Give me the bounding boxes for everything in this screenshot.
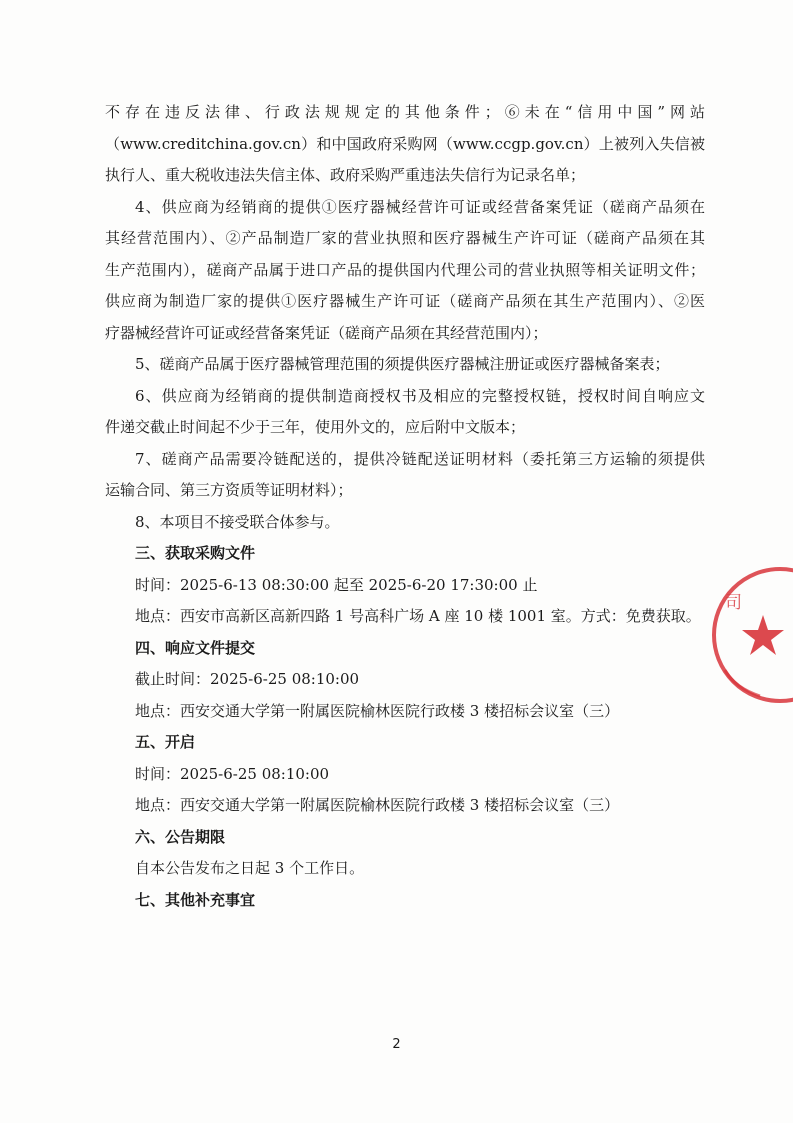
section-heading: 四、响应文件提交 xyxy=(135,638,256,657)
text-line: 不存在违反法律、行政法规规定的其他条件；⑥未在“信用中国”网站 xyxy=(105,103,705,121)
text-line: 7、磋商产品需要冷链配送的，提供冷链配送证明材料（委托第三方运输的须提供 xyxy=(135,449,705,468)
text-line: 地点：西安市高新区高新四路 1 号高科广场 A 座 10 楼 1001 室。方式：免费获取。 xyxy=(135,607,701,625)
page-number: 2 xyxy=(392,1037,401,1052)
text-line: 8、本项目不接受联合体参与。 xyxy=(135,512,340,531)
text-line: 生产范围内），磋商产品属于进口产品的提供国内代理公司的营业执照等相关证明文件； xyxy=(105,260,705,279)
section-heading: 三、获取采购文件 xyxy=(135,544,256,562)
text-line: 时间：2025-6-25 08:10:00 xyxy=(135,764,330,783)
text-line: 疗器械经营许可证或经营备案凭证（磋商产品须在其经营范围内）； xyxy=(105,323,548,342)
text-line: 4、供应商为经销商的提供①医疗器械经营许可证或经营备案凭证（磋商产品须在 xyxy=(135,197,705,216)
text-line: 执行人、重大税收违法失信主体、政府采购严重违法失信行为记录名单； xyxy=(105,166,586,184)
text-line: 运输合同、第三方资质等证明材料）； xyxy=(105,481,353,499)
section-heading: 七、其他补充事宜 xyxy=(135,890,256,909)
text-line: 截止时间：2025-6-25 08:10:00 xyxy=(135,670,360,688)
text-line: 件递交截止时间起不少于三年，使用外文的，应后附中文版本； xyxy=(105,418,526,436)
text-line: 自本公告发布之日起 3 个工作日。 xyxy=(135,859,365,877)
seal-text: 司 xyxy=(725,593,742,613)
body-text xyxy=(105,97,705,916)
text-line: 地点：西安交通大学第一附属医院榆林医院行政楼 3 楼招标会议室（三） xyxy=(135,796,620,814)
red-seal-stamp-icon xyxy=(705,560,793,710)
text-line: 地点：西安交通大学第一附属医院榆林医院行政楼 3 楼招标会议室（三） xyxy=(135,701,620,720)
text-line: 5、磋商产品属于医疗器械管理范围的须提供医疗器械注册证或医疗器械备案表； xyxy=(135,355,670,373)
section-heading: 五、开启 xyxy=(135,733,196,751)
text-line: （www.creditchina.gov.cn）和中国政府采购网（www.ccgp.gov.cn）上被列入失信被 xyxy=(105,134,705,153)
text-line: 供应商为制造厂家的提供①医疗器械生产许可证（磋商产品须在其生产范围内）、②医 xyxy=(105,292,705,310)
text-line: 其经营范围内）、②产品制造厂家的营业执照和医疗器械生产许可证（磋商产品须在其 xyxy=(105,229,705,247)
section-heading: 六、公告期限 xyxy=(135,827,226,846)
text-line: 6、供应商为经销商的提供制造商授权书及相应的完整授权链，授权时间自响应文 xyxy=(135,386,705,405)
text-line: 时间：2025-6-13 08:30:00 起至 2025-6-20 17:30:00 止 xyxy=(135,575,538,594)
